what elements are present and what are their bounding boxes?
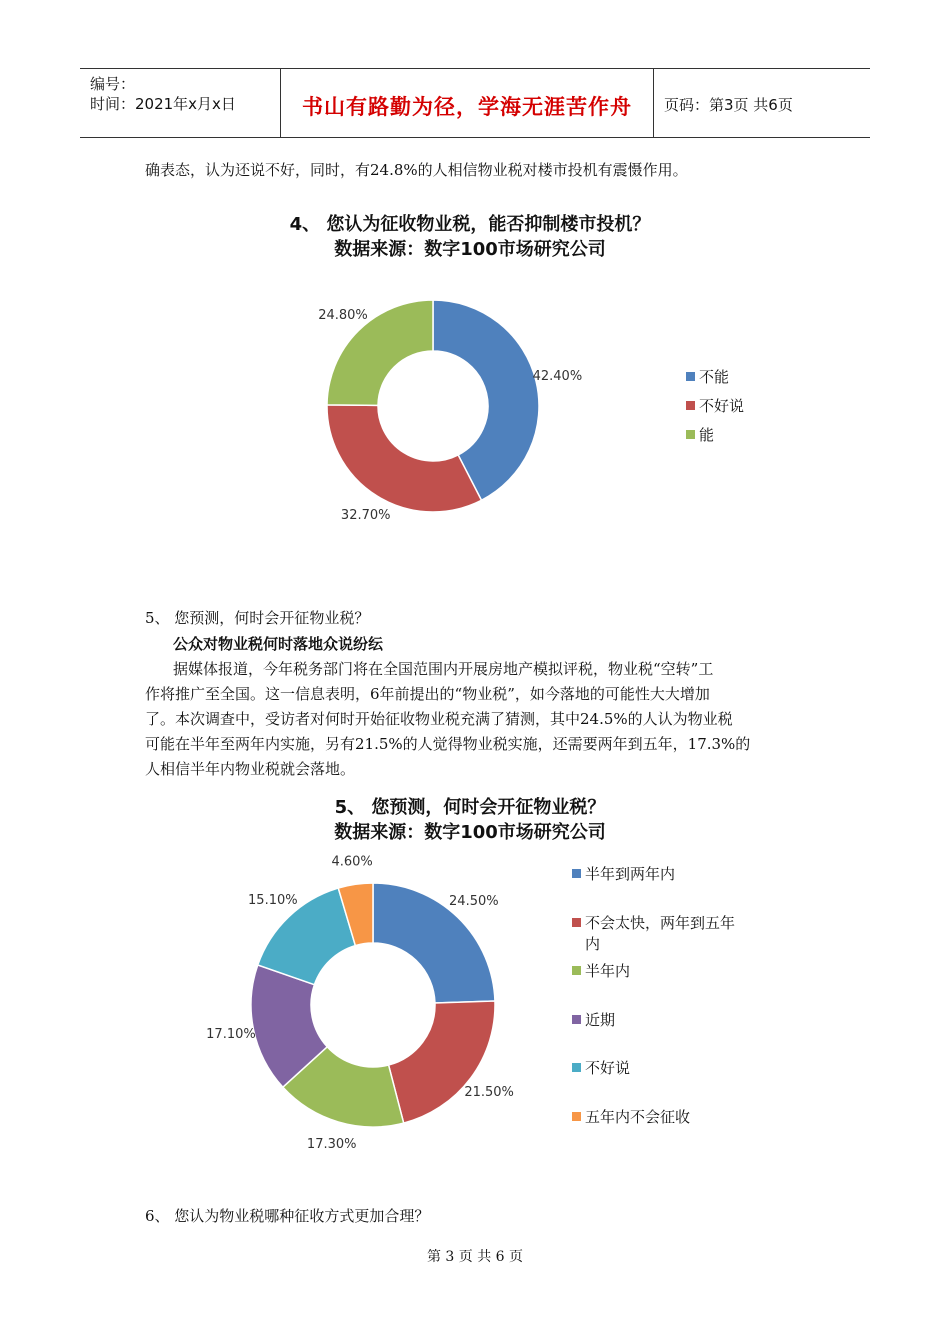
- chart2-data-label: 24.50%: [449, 893, 499, 909]
- q5-paragraph-line: 可能在半年至两年内实施，另有21.5%的人觉得物业税实施，还需要两年到五年，17.3%的: [145, 735, 751, 753]
- q6-heading: 6、 您认为物业税哪种征收方式更加合理？: [145, 1207, 430, 1225]
- chart2-slice-2: [389, 1001, 495, 1123]
- chart2-title: 5、 您预测，何时会开征物业税？: [334, 797, 606, 818]
- chart2-data-label: 17.10%: [206, 1027, 256, 1043]
- header-motto-cell: [281, 69, 654, 137]
- chart1-legend-item: [686, 395, 744, 416]
- q5-paragraph-line: 作将推广至全国。这一信息表明，6年前提出的“物业税”，如今落地的可能性大大增加: [145, 685, 710, 703]
- legend-label: 五年内不会征收: [585, 1107, 691, 1126]
- chart1-slice-2: [327, 405, 481, 512]
- chart1-data-label: 24.80%: [318, 307, 368, 323]
- chart1-legend-item: [686, 366, 729, 387]
- chart2-donut: [190, 855, 550, 1155]
- page-header: [80, 68, 870, 138]
- q5-paragraph-line: 据媒体报道，今年税务部门将在全国范围内开展房地产模拟评税，物业税“空转”工: [173, 660, 714, 678]
- chart1-subtitle: 数据来源：数字100市场研究公司: [334, 239, 606, 260]
- chart1-title: 4、 您认为征收物业税，能否抑制楼市投机？: [289, 214, 651, 235]
- header-number-label: 编号：: [90, 75, 136, 93]
- legend-label: 不好说: [585, 1059, 631, 1077]
- legend-swatch: [686, 401, 695, 410]
- chart1-data-label: 42.40%: [532, 368, 583, 384]
- q5-paragraph: [145, 657, 810, 782]
- header-date-label: 时间：2021年x月x日: [90, 95, 236, 113]
- chart2-title-block: [220, 795, 720, 845]
- q5-heading: 5、 您预测，何时会开征物业税？: [145, 609, 370, 627]
- legend-swatch: [572, 966, 581, 975]
- legend-swatch: [686, 372, 695, 381]
- chart2-legend-item: [572, 1057, 630, 1078]
- page-footer: 第 3 页 共 6 页: [426, 1249, 524, 1265]
- legend-label: 半年到两年内: [585, 865, 676, 883]
- chart1-legend-item: [686, 424, 714, 445]
- chart1-title-block: [220, 212, 720, 262]
- chart2-legend: [572, 863, 762, 1133]
- chart2-legend-item: [572, 960, 630, 981]
- chart1-donut: [290, 290, 590, 530]
- legend-swatch: [572, 1015, 581, 1024]
- header-page-label: 页码：第3页 共6页: [664, 96, 793, 114]
- chart2-legend-item: [572, 863, 675, 884]
- chart2-data-label: 17.30%: [306, 1136, 357, 1152]
- legend-swatch: [572, 1112, 581, 1121]
- chart1-data-label: 32.70%: [340, 507, 391, 523]
- chart2-data-label: 4.60%: [331, 855, 373, 870]
- header-motto: 书山有路勤为径，学海无涯苦作舟: [302, 95, 632, 119]
- legend-swatch: [572, 869, 581, 878]
- header-page-cell: [654, 69, 870, 137]
- legend-label: 不好说: [699, 397, 745, 415]
- legend-swatch: [572, 1063, 581, 1072]
- legend-label: 不会太快，两年到五年: [585, 913, 736, 932]
- legend-label: 内: [585, 934, 601, 953]
- legend-label: 半年内: [585, 962, 631, 980]
- chart1-legend: [686, 366, 806, 456]
- chart2-data-label: 15.10%: [248, 893, 298, 909]
- chart2-legend-item: [572, 912, 735, 954]
- header-meta-cell: [80, 69, 281, 137]
- chart2-legend-item: [572, 1009, 615, 1030]
- q5-paragraph-line: 了。本次调查中，受访者对何时开始征收物业税充满了猜测，其中24.5%的人认为物业税: [145, 710, 733, 728]
- chart2-subtitle: 数据来源：数字100市场研究公司: [334, 822, 606, 843]
- legend-label: 不能: [699, 368, 730, 386]
- chart2-data-label: 21.50%: [464, 1084, 514, 1100]
- intro-line: 确表态，认为还说不好，同时，有24.8%的人相信物业税对楼市投机有震慑作用。: [145, 161, 688, 179]
- q5-subheading: 公众对物业税何时落地众说纷纭: [173, 635, 384, 653]
- legend-label: 能: [699, 426, 715, 444]
- chart2-legend-item: [572, 1106, 690, 1127]
- q5-paragraph-line: 人相信半年内物业税就会落地。: [145, 760, 356, 778]
- legend-swatch: [572, 918, 581, 927]
- legend-swatch: [686, 430, 695, 439]
- legend-label: 近期: [585, 1010, 616, 1029]
